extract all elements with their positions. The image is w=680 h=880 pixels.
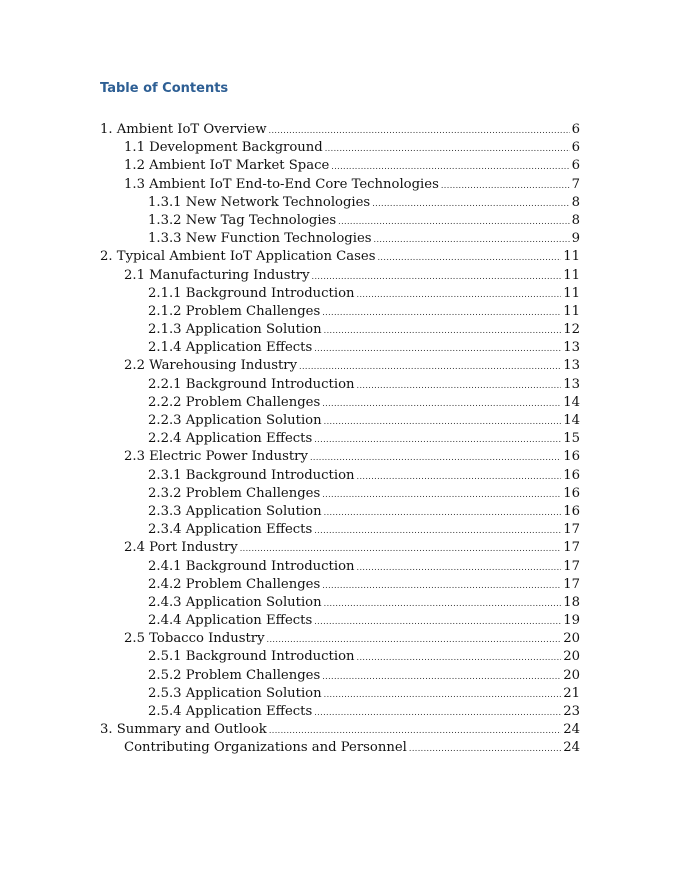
toc-entry[interactable] (100, 195, 580, 213)
toc-entry-title: 2.3 Electric Power Industry (124, 449, 308, 465)
toc-page-number: 11 (563, 267, 580, 283)
toc-dot-leader (357, 472, 562, 481)
toc-page-number: 14 (563, 394, 580, 410)
toc-page-number: 14 (563, 413, 580, 428)
toc-dot-leader (314, 617, 561, 626)
toc-entry[interactable] (100, 140, 580, 158)
toc-entry-title: 2.4.2 Problem Challenges (148, 576, 321, 592)
toc-entry[interactable] (100, 486, 580, 504)
toc-entry-title: 2. Typical Ambient IoT Application Cases (100, 249, 376, 265)
toc-entry[interactable] (100, 704, 580, 722)
toc-entry[interactable] (100, 358, 580, 376)
toc-entry[interactable] (100, 377, 580, 395)
toc-entry-title: 1.3.3 New Function Technologies (148, 231, 372, 247)
toc-entry-title: 2.2.4 Application Effects (148, 431, 313, 447)
toc-entry[interactable] (100, 449, 580, 467)
toc-page-number: 7 (571, 176, 580, 192)
toc-dot-leader (357, 653, 562, 662)
toc-dot-leader (322, 399, 561, 408)
toc-dot-leader (299, 362, 561, 371)
toc-page-number: 8 (571, 194, 580, 210)
toc-entry-title: 2.4.4 Application Effects (148, 613, 313, 629)
toc-dot-leader (269, 126, 570, 135)
toc-dot-leader (310, 453, 561, 462)
toc-entry[interactable] (100, 249, 580, 267)
toc-heading: Table of Contents (100, 81, 229, 96)
toc-entry[interactable] (100, 613, 580, 631)
toc-page-number: 13 (563, 376, 580, 392)
toc-entry[interactable] (100, 304, 580, 322)
toc-entry-title: 2.4.3 Application Solution (148, 594, 322, 610)
toc-entry-title: 2.5.1 Background Introduction (148, 649, 355, 665)
toc-dot-leader (269, 726, 561, 735)
toc-entry[interactable] (100, 540, 580, 558)
toc-entry[interactable] (100, 722, 580, 740)
toc-dot-leader (324, 417, 562, 426)
toc-entry[interactable] (100, 231, 580, 249)
toc-dot-leader (324, 690, 562, 699)
toc-entry-title: 1.2 Ambient IoT Market Space (124, 158, 330, 174)
toc-list (100, 122, 580, 759)
toc-entry[interactable] (100, 158, 580, 176)
toc-page-number: 21 (563, 685, 580, 701)
toc-page-number: 13 (563, 340, 580, 356)
toc-dot-leader (324, 508, 562, 517)
toc-dot-leader (324, 326, 562, 335)
toc-dot-leader (409, 744, 561, 753)
toc-dot-leader (314, 344, 561, 353)
toc-dot-leader (377, 253, 561, 262)
toc-entry[interactable] (100, 504, 580, 522)
toc-entry[interactable] (100, 649, 580, 667)
toc-page-number: 23 (563, 704, 580, 719)
toc-entry-title: 2.4 Port Industry (124, 540, 238, 556)
toc-entry[interactable] (100, 413, 580, 431)
toc-page-number: 12 (563, 322, 580, 338)
toc-entry-title: 2.4.1 Background Introduction (148, 558, 355, 574)
toc-dot-leader (324, 599, 562, 608)
toc-entry-title: Contributing Organizations and Personnel (124, 740, 407, 756)
toc-page-number: 6 (571, 140, 580, 156)
toc-entry[interactable] (100, 631, 580, 649)
toc-entry-title: 2.2.3 Application Solution (148, 413, 322, 428)
toc-dot-leader (325, 144, 570, 153)
toc-page-number: 17 (563, 558, 580, 574)
toc-entry-title: 2.3.4 Application Effects (148, 522, 313, 538)
toc-page-number: 6 (571, 122, 580, 137)
toc-dot-leader (240, 544, 562, 553)
toc-dot-leader (441, 181, 570, 190)
toc-entry-title: 2.3.3 Application Solution (148, 503, 322, 519)
toc-entry-title: 1.3.2 New Tag Technologies (148, 212, 337, 228)
toc-entry-title: 1.1 Development Background (124, 140, 323, 156)
toc-dot-leader (331, 162, 569, 171)
toc-entry[interactable] (100, 577, 580, 595)
toc-page-number: 20 (563, 667, 580, 683)
toc-dot-leader (267, 635, 562, 644)
toc-entry-title: 3. Summary and Outlook (100, 722, 267, 738)
toc-dot-leader (322, 490, 561, 499)
toc-entry-title: 2.1.2 Problem Challenges (148, 303, 321, 319)
toc-entry-title: 2.1 Manufacturing Industry (124, 267, 310, 283)
toc-entry-title: 2.1.3 Application Solution (148, 322, 322, 338)
toc-page-number: 18 (563, 594, 580, 610)
toc-entry-title: 2.5 Tobacco Industry (124, 631, 265, 647)
toc-entry[interactable] (100, 340, 580, 358)
toc-page-number: 9 (571, 231, 580, 247)
toc-page-number: 17 (563, 576, 580, 592)
toc-dot-leader (314, 708, 561, 717)
toc-entry[interactable] (100, 322, 580, 340)
toc-page-number: 24 (563, 740, 580, 756)
toc-entry[interactable] (100, 177, 580, 195)
toc-dot-leader (322, 581, 561, 590)
toc-entry[interactable] (100, 395, 580, 413)
toc-entry-title: 2.5.4 Application Effects (148, 704, 313, 719)
toc-dot-leader (357, 563, 562, 572)
toc-page-number: 6 (571, 158, 580, 174)
toc-entry[interactable] (100, 522, 580, 540)
toc-dot-leader (312, 272, 562, 281)
toc-page-number: 11 (563, 285, 580, 301)
toc-page-number: 16 (563, 485, 580, 501)
toc-entry[interactable] (100, 559, 580, 577)
toc-dot-leader (372, 199, 569, 208)
toc-page-number: 16 (563, 449, 580, 465)
toc-page-number: 13 (563, 358, 580, 374)
toc-entry-title: 2.3.2 Problem Challenges (148, 485, 321, 501)
toc-entry[interactable] (100, 213, 580, 231)
toc-entry[interactable] (100, 468, 580, 486)
toc-page-number: 24 (563, 722, 580, 738)
toc-entry-title: 2.5.2 Problem Challenges (148, 667, 321, 683)
toc-page-number: 17 (563, 540, 580, 556)
toc-page-number: 11 (563, 249, 580, 265)
toc-page-number: 11 (563, 303, 580, 319)
toc-entry[interactable] (100, 668, 580, 686)
toc-entry-title: 2.3.1 Background Introduction (148, 467, 355, 483)
toc-page-number: 16 (563, 503, 580, 519)
toc-entry[interactable] (100, 595, 580, 613)
toc-entry-title: 1.3.1 New Network Technologies (148, 194, 371, 210)
toc-page-number: 8 (571, 212, 580, 228)
toc-dot-leader (314, 526, 561, 535)
toc-entry-title: 2.2 Warehousing Industry (124, 358, 298, 374)
toc-dot-leader (357, 290, 562, 299)
toc-entry-title: 2.2.1 Background Introduction (148, 376, 355, 392)
toc-entry-title: 2.5.3 Application Solution (148, 685, 322, 701)
toc-dot-leader (338, 217, 569, 226)
toc-entry[interactable] (100, 431, 580, 449)
toc-dot-leader (322, 308, 561, 317)
toc-page-number: 19 (563, 613, 580, 629)
toc-entry-title: 2.1.1 Background Introduction (148, 285, 355, 301)
toc-entry[interactable] (100, 686, 580, 704)
toc-page-number: 20 (563, 649, 580, 665)
toc-page-number: 16 (563, 467, 580, 483)
toc-entry[interactable] (100, 122, 580, 140)
toc-entry[interactable] (100, 286, 580, 304)
toc-dot-leader (374, 235, 570, 244)
toc-dot-leader (314, 435, 561, 444)
toc-entry[interactable] (100, 740, 580, 758)
toc-page-number: 15 (563, 431, 580, 447)
toc-dot-leader (357, 381, 562, 390)
toc-entry[interactable] (100, 268, 580, 286)
toc-entry-title: 1.3 Ambient IoT End-to-End Core Technologies (124, 176, 439, 192)
toc-page-number: 20 (563, 631, 580, 647)
toc-entry-title: 1. Ambient IoT Overview (100, 122, 267, 137)
toc-entry-title: 2.1.4 Application Effects (148, 340, 313, 356)
toc-dot-leader (322, 672, 561, 681)
toc-page-number: 17 (563, 522, 580, 538)
toc-entry-title: 2.2.2 Problem Challenges (148, 394, 321, 410)
